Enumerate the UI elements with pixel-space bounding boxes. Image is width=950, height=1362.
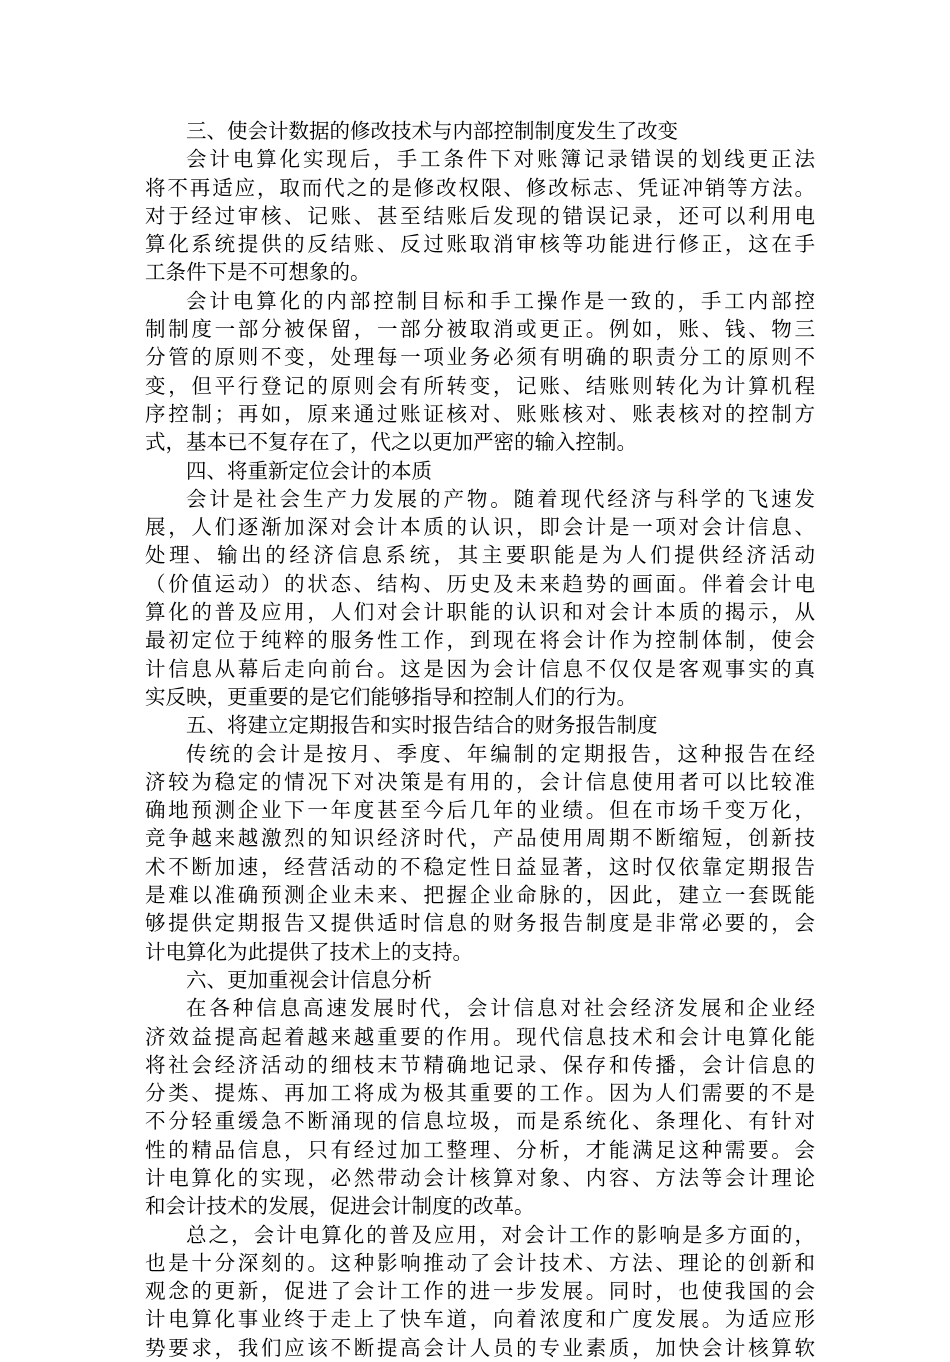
paragraph-first-line: 会计电算化实现后，手工条件下对账簿记录错误的划线更正法 — [186, 147, 815, 172]
text-line: 术不断加速，经营活动的不稳定性日益显著，这时仅依靠定期报告 — [145, 854, 815, 879]
text-line: 变，但平行登记的原则会有所转变，记账、结账则转化为计算机程 — [145, 373, 815, 398]
paragraph-first-line: 传统的会计是按月、季度、年编制的定期报告，这种报告在经 — [186, 741, 815, 766]
text-line: 算化系统提供的反结账、反过账取消审核等功能进行修正，这在手 — [145, 232, 815, 257]
text-line: 展，人们逐渐加深对会计本质的认识，即会计是一项对会计信息、 — [145, 515, 815, 540]
text-line: 对于经过审核、记账、甚至结账后发现的错误记录，还可以利用电 — [145, 203, 815, 228]
text-line: 确地预测企业下一年度甚至今后几年的业绩。但在市场千变万化， — [145, 798, 815, 823]
text-line: 势要求，我们应该不断提高会计人员的专业素质，加快会计核算软 — [145, 1335, 815, 1360]
text-line: 最初定位于纯粹的服务性工作，到现在将会计作为控制体制，使会 — [145, 628, 815, 653]
text-line: 是难以准确预测企业未来、把握企业命脉的，因此，建立一套既能 — [145, 883, 815, 908]
paragraph-first-line: 在各种信息高速发展时代，会计信息对社会经济发展和企业经 — [186, 996, 815, 1021]
text-line: 将不再适应，取而代之的是修改权限、修改标志、凭证冲销等方法。 — [145, 175, 815, 200]
text-line: 计信息从幕后走向前台。这是因为会计信息不仅仅是客观事实的真 — [145, 656, 815, 681]
text-line: 也是十分深刻的。这种影响推动了会计技术、方法、理论的创新和 — [145, 1250, 815, 1275]
paragraph-first-line: 会计是社会生产力发展的产物。随着现代经济与科学的飞速发 — [186, 486, 815, 511]
text-line: 计电算化事业终于走上了快车道，向着浓度和广度发展。为适应形 — [145, 1307, 815, 1332]
paragraph-first-line: 六、更加重视会计信息分析 — [186, 967, 432, 992]
text-line: 观念的更新，促进了会计工作的进一步发展。同时，也使我国的会 — [145, 1279, 815, 1304]
text-line: 工条件下是不可想象的。 — [145, 260, 371, 285]
paragraph-first-line: 五、将建立定期报告和实时报告结合的财务报告制度 — [186, 713, 658, 738]
text-line: 够提供定期报告又提供适时信息的财务报告制度是非常必要的，会 — [145, 911, 815, 936]
text-line: 不分轻重缓急不断涌现的信息垃圾，而是系统化、条理化、有针对 — [145, 1109, 815, 1134]
text-line: 计电算化的实现，必然带动会计核算对象、内容、方法等会计理论 — [145, 1165, 815, 1190]
paragraph-first-line: 会计电算化的内部控制目标和手工操作是一致的，手工内部控 — [186, 288, 815, 313]
text-line: 性的精品信息，只有经过加工整理、分析，才能满足这种需要。会 — [145, 1137, 815, 1162]
text-line: 实反映，更重要的是它们能够指导和控制人们的行为。 — [145, 684, 637, 709]
text-line: 济效益提高起着越来越重要的作用。现代信息技术和会计电算化能 — [145, 1024, 815, 1049]
text-line: 算化的普及应用，人们对会计职能的认识和对会计本质的揭示，从 — [145, 600, 815, 625]
text-line: 分管的原则不变，处理每一项业务必须有明确的职责分工的原则不 — [145, 345, 815, 370]
text-line: 式，基本已不复存在了，代之以更加严密的输入控制。 — [145, 430, 637, 455]
text-line: 处理、输出的经济信息系统，其主要职能是为人们提供经济活动 — [145, 543, 815, 568]
paragraph-first-line: 三、使会计数据的修改技术与内部控制制度发生了改变 — [186, 119, 678, 143]
text-line: 分类、提炼、再加工将成为极其重要的工作。因为人们需要的不是 — [145, 1081, 815, 1106]
text-line: （价值运动）的状态、结构、历史及未来趋势的画面。伴着会计电 — [145, 571, 815, 596]
text-line: 竞争越来越激烈的知识经济时代，产品使用周期不断缩短，创新技 — [145, 826, 815, 851]
text-line: 济较为稳定的情况下对决策是有用的，会计信息使用者可以比较准 — [145, 769, 815, 794]
text-line: 制制度一部分被保留，一部分被取消或更正。例如，账、钱、物三 — [145, 317, 815, 342]
paragraph-first-line: 四、将重新定位会计的本质 — [186, 458, 432, 483]
text-line: 将社会经济活动的细枝末节精确地记录、保存和传播，会计信息的 — [145, 1052, 815, 1077]
paragraph-first-line: 总之，会计电算化的普及应用，对会计工作的影响是多方面的， — [186, 1222, 815, 1247]
text-line: 计电算化为此提供了技术上的支持。 — [145, 939, 473, 964]
text-line: 序控制；再如，原来通过账证核对、账账核对、账表核对的控制方 — [145, 401, 815, 426]
text-line: 和会计技术的发展，促进会计制度的改革。 — [145, 1194, 535, 1219]
document-body — [145, 117, 815, 1362]
